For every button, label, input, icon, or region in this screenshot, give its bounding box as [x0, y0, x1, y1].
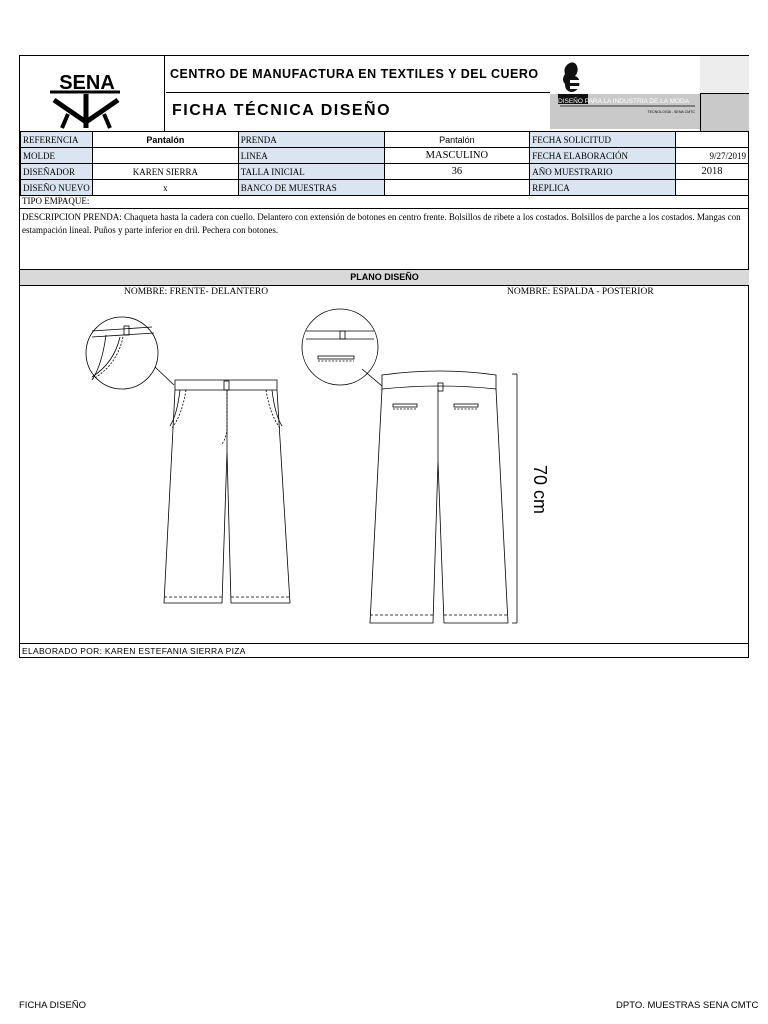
molde-label: MOLDE: [21, 148, 93, 164]
table-row: [21, 180, 749, 196]
fecha-elaboracion-label: FECHA ELABORACIÓN: [530, 148, 676, 164]
front-pants-icon: [164, 380, 290, 603]
diseno-nuevo-label: DISEÑO NUEVO: [21, 180, 93, 196]
sena-logo: [20, 56, 165, 131]
front-view-name: NOMBRE: FRENTE- DELANTERO: [124, 287, 269, 297]
fecha-elaboracion-value: 9/27/2019: [676, 148, 749, 164]
banco-value: [384, 180, 530, 196]
molde-value: [92, 148, 238, 164]
tipo-empaque: TIPO EMPAQUE:: [20, 195, 749, 209]
front-pocket-detail-icon: [86, 317, 174, 389]
replica-label: REPLICA: [530, 180, 676, 196]
svg-text:SENA: SENA: [59, 72, 115, 94]
header-fill-top: [700, 56, 749, 93]
moda-logo: [550, 58, 700, 129]
sena-logo-icon: [20, 56, 165, 131]
ano-muestrario-value: 2018: [676, 164, 749, 180]
svg-text:TECNOLOGÍA - SENA CMTC: TECNOLOGÍA - SENA CMTC: [647, 110, 695, 114]
banco-label: BANCO DE MUESTRAS: [238, 180, 384, 196]
svg-text:DISEÑO PARA LA INDUSTRIA DE LA: DISEÑO PARA LA INDUSTRIA DE LA MODA: [558, 98, 689, 105]
diseno-nuevo-value: x: [92, 180, 238, 196]
prenda-value: Pantalón: [384, 132, 530, 148]
header-center-title: CENTRO DE MANUFACTURA EN TEXTILES Y DEL CUERO: [166, 56, 550, 93]
referencia-label: REFERENCIA: [21, 132, 93, 148]
elaborado-por: ELABORADO POR: KAREN ESTEFANIA SIERRA PIZA: [20, 643, 749, 658]
disenador-value: KAREN SIERRA: [92, 164, 238, 180]
prenda-label: PRENDA: [238, 132, 384, 148]
linea-label: LINEA: [238, 148, 384, 164]
table-row: [21, 132, 749, 148]
plano-diseno-title: PLANO DISEÑO: [20, 269, 749, 286]
talla-label: TALLA INICIAL: [238, 164, 384, 180]
footer-right: DPTO. MUESTRAS SENA CMTC: [616, 1000, 759, 1011]
footer-left: FICHA DISEÑO: [19, 1000, 87, 1011]
fecha-solicitud-label: FECHA SOLICITUD: [530, 132, 676, 148]
fashion-figure-icon: [550, 58, 700, 129]
descripcion-prenda: DESCRIPCION PRENDA: Chaqueta hasta la cadera con cuello. Delantero con extensión de botones en centro frente. Bolsillos de ribete a los costados. Bolsillos de parche a los costados. Mangas con estampación lineal. Puños y parte inferior en dril. Pechera con botones.: [22, 212, 741, 235]
pants-technical-drawing: [20, 301, 749, 643]
replica-value: [676, 180, 749, 196]
back-pocket-detail-icon: [302, 309, 382, 386]
ano-muestrario-label: AÑO MUESTRARIO: [530, 164, 676, 180]
disenador-label: DISEÑADOR: [21, 164, 93, 180]
back-pants-icon: [370, 371, 508, 623]
referencia-value: Pantalón: [92, 132, 238, 148]
table-row: [21, 164, 749, 180]
tech-sheet: [19, 55, 749, 658]
linea-value: MASCULINO: [384, 148, 530, 164]
measure-label: 70 cm: [530, 465, 550, 515]
fecha-solicitud-value: [676, 132, 749, 148]
header-fill-bottom: [700, 93, 749, 131]
info-table: [20, 131, 749, 196]
measure-line-icon: [512, 374, 517, 623]
document-title: FICHA TÉCNICA DISEÑO: [172, 102, 392, 119]
table-row: [21, 148, 749, 164]
talla-value: 36: [384, 164, 530, 180]
back-view-name: NOMBRE: ESPALDA - POSTERIOR: [507, 287, 654, 297]
